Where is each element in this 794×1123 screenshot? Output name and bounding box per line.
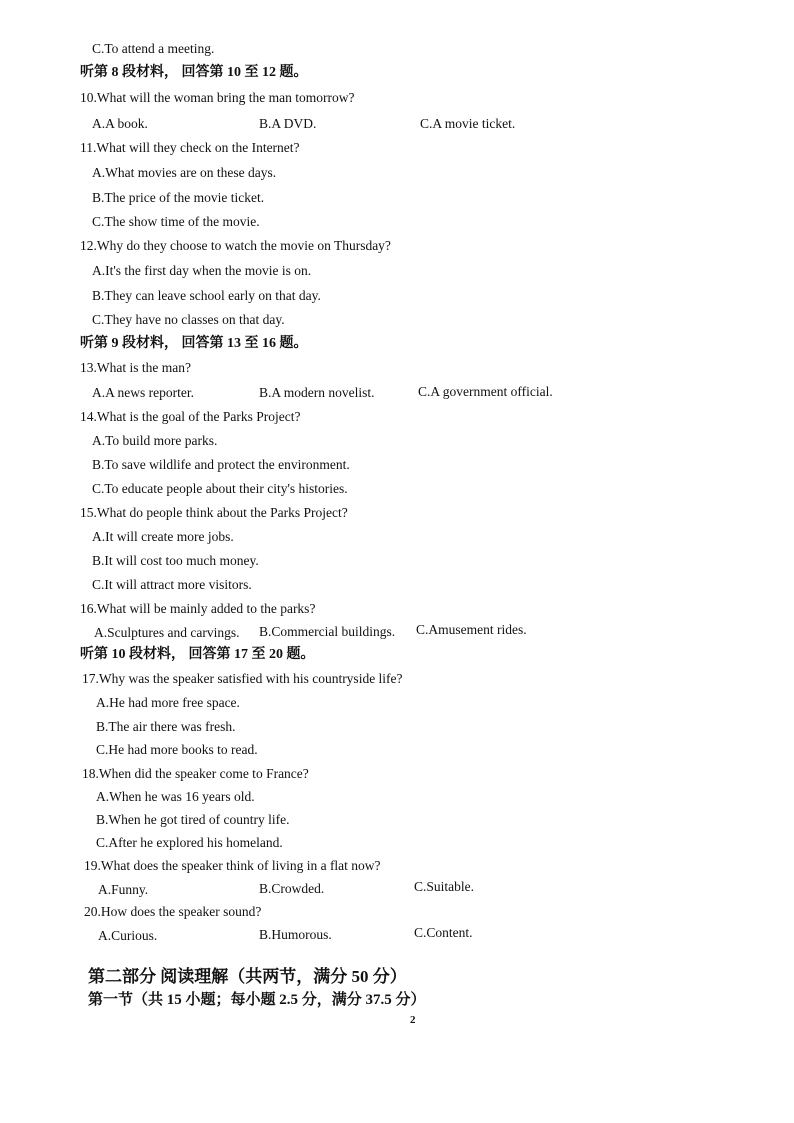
q15-option-b: B.It will cost too much money. — [92, 553, 259, 568]
q17-option-a: A.He had more free space. — [96, 695, 240, 710]
q18-stem: 18.When did the speaker come to France? — [82, 766, 309, 781]
q17-stem: 17.Why was the speaker satisfied with his countryside life? — [82, 671, 403, 686]
q12-stem: 12.Why do they choose to watch the movie on Thursday? — [80, 238, 391, 253]
q12-option-a: A.It's the first day when the movie is on. — [92, 263, 312, 278]
q15-option-a: A.It will create more jobs. — [92, 529, 234, 544]
q18-option-b: B.When he got tired of country life. — [96, 812, 290, 827]
q20-stem: 20.How does the speaker sound? — [84, 904, 262, 919]
q11-option-a: A.What movies are on these days. — [92, 165, 277, 180]
q19-option-a: A.Funny. — [98, 882, 149, 897]
q16-option-c: C.Amusement rides. — [416, 622, 527, 637]
q18-option-c: C.After he explored his homeland. — [96, 835, 283, 850]
q11-stem: 11.What will they check on the Internet? — [80, 140, 300, 155]
section-8-instruction: 听第 8 段材料， 回答第 10 至 12 题。 — [80, 65, 308, 80]
q19-stem: 19.What does the speaker think of living in a flat now? — [84, 858, 381, 873]
q16-option-a: A.Sculptures and carvings. — [94, 625, 240, 640]
part-2-title: 第二部分 阅读理解（共两节，满分 50 分） — [88, 967, 407, 986]
q10-option-b: B.A DVD. — [259, 116, 317, 131]
q11-option-c: C.The show time of the movie. — [92, 214, 260, 229]
q13-option-a: A.A news reporter. — [92, 385, 194, 400]
q12-option-c: C.They have no classes on that day. — [92, 312, 285, 327]
section-10-instruction: 听第 10 段材料， 回答第 17 至 20 题。 — [80, 647, 315, 662]
q10-option-c: C.A movie ticket. — [420, 116, 516, 131]
q13-option-b: B.A modern novelist. — [259, 385, 375, 400]
q14-option-c: C.To educate people about their city's histories. — [92, 481, 348, 496]
q14-option-b: B.To save wildlife and protect the environment. — [92, 457, 350, 472]
part-2-section-1-title: 第一节（共 15 小题；每小题 2.5 分，满分 37.5 分） — [88, 992, 426, 1008]
q13-option-c: C.A government official. — [418, 384, 553, 399]
q18-option-a: A.When he was 16 years old. — [96, 789, 255, 804]
q12-option-b: B.They can leave school early on that day. — [92, 288, 321, 303]
q17-option-c: C.He had more books to read. — [96, 742, 258, 757]
q16-option-b: B.Commercial buildings. — [259, 624, 396, 639]
q17-option-b: B.The air there was fresh. — [96, 719, 236, 734]
page-number: 2 — [410, 1014, 416, 1026]
q13-stem: 13.What is the man? — [80, 360, 191, 375]
q11-option-b: B.The price of the movie ticket. — [92, 190, 265, 205]
q14-option-a: A.To build more parks. — [92, 433, 218, 448]
q14-stem: 14.What is the goal of the Parks Project? — [80, 409, 301, 424]
q10-stem: 10.What will the woman bring the man tomorrow? — [80, 90, 355, 105]
q9-option-c: C.To attend a meeting. — [92, 41, 215, 56]
q15-stem: 15.What do people think about the Parks Project? — [80, 505, 348, 520]
q10-option-a: A.A book. — [92, 116, 148, 131]
q19-option-c: C.Suitable. — [414, 879, 474, 894]
q20-option-a: A.Curious. — [98, 928, 158, 943]
q15-option-c: C.It will attract more visitors. — [92, 577, 252, 592]
q20-option-c: C.Content. — [414, 925, 473, 940]
q16-stem: 16.What will be mainly added to the parks? — [80, 601, 316, 616]
q19-option-b: B.Crowded. — [259, 881, 325, 896]
section-9-instruction: 听第 9 段材料， 回答第 13 至 16 题。 — [80, 336, 308, 351]
q20-option-b: B.Humorous. — [259, 927, 332, 942]
